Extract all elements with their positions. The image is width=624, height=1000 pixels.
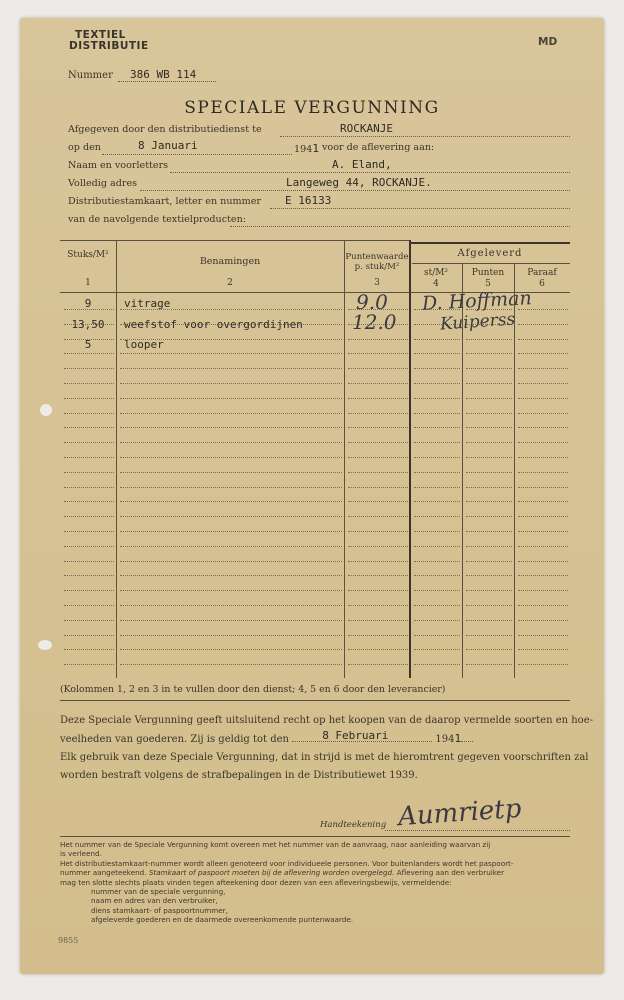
- punch-hole-top: [40, 404, 52, 416]
- signature: Aumrietp: [397, 793, 523, 833]
- col-header-punten: [344, 252, 410, 272]
- row-1-punten: 9.0: [356, 290, 388, 314]
- col-header-stuks: Stuks/M²: [67, 250, 109, 260]
- row-2-stuks: 13,50: [71, 318, 105, 331]
- issued-value: ROCKANJE: [340, 122, 393, 135]
- issued-label: Afgegeven door den distributiedienst te: [68, 124, 262, 135]
- fine-print-1: Het nummer van de Speciale Vergunning komt overeen met het nummer van de aanvraag, naar aanleiding waarvan zij: [60, 840, 491, 849]
- fine-print-4: [60, 868, 590, 877]
- fine-print-4c: Aflevering aan den verbruiker: [396, 868, 505, 878]
- col-header-benamingen: Benamingen: [199, 256, 261, 267]
- row-3-benaming: looper: [124, 338, 164, 351]
- date-value: 8 Januari: [138, 139, 198, 152]
- fine-print-5: mag ten slotte slechts plaats vinden tegen afteekening door dezen van een afleveringsbewijs, vermeldende:: [60, 877, 452, 887]
- validity-paragraph: [60, 712, 594, 785]
- punch-hole-bottom: [38, 640, 52, 650]
- fine-print-2: is verleend.: [60, 849, 102, 859]
- col-num-6: 6: [539, 279, 545, 289]
- col-num-4: 4: [433, 279, 439, 289]
- permit-document: [20, 18, 604, 974]
- row-2-benaming: weefstof voor overgordijnen: [124, 318, 303, 331]
- col-num-1: 1: [85, 278, 91, 288]
- col-punten-line-1: Puntenwaarde: [345, 252, 409, 262]
- handteekening-label: Handteekening: [320, 820, 387, 830]
- address-value: Langeweg 44, ROCKANJE.: [286, 176, 432, 189]
- para-2-line-b: worden bestraft volgens de strafbepalingen in de Distributiewet 1939.: [60, 770, 418, 781]
- date-label: op den: [68, 142, 101, 153]
- name-value: A. Eland,: [332, 158, 392, 171]
- col-punten-line-2: p. stuk/M²: [354, 262, 400, 272]
- fine-print-9: afgeleverde goederen en de daarmede overeenkomende puntenwaarde.: [91, 915, 354, 925]
- valid-date-value: 8 Februari: [322, 729, 389, 742]
- fine-print-8: diens stamkaart- of paspoortnummer,: [91, 905, 228, 915]
- org-line-2: DISTRIBUTIE: [69, 40, 149, 52]
- afgeleverd-header: Afgeleverd: [457, 248, 523, 259]
- valid-date-field: [292, 731, 432, 742]
- org-line-1: TEXTIEL: [75, 29, 126, 41]
- col-header-paraaf: Paraaf: [527, 268, 557, 278]
- fine-print-4a: nummer aangeteekend.: [60, 868, 147, 878]
- pencil-code: 9855: [58, 936, 79, 945]
- para-1-line-b: [60, 730, 580, 749]
- fine-print-6: nummer van de speciale vergunning,: [91, 887, 226, 897]
- fine-print-7: naam en adres van den verbruiker,: [91, 896, 218, 906]
- org-stamp: [69, 30, 149, 52]
- year-prefix: 194: [294, 144, 313, 155]
- address-label: Volledig adres: [68, 178, 138, 189]
- card-label: Distributiestamkaart, letter en nummer: [68, 196, 261, 207]
- kolommen-note: (Kolommen 1, 2 en 3 in te vullen door den dienst; 4, 5 en 6 door den leverancier): [60, 684, 446, 695]
- row-1-benaming: vitrage: [124, 297, 171, 310]
- valid-year-digit: 1: [454, 732, 462, 745]
- page-title: SPECIALE VERGUNNING: [184, 98, 440, 118]
- para-1-line-a: Deze Speciale Vergunning geeft uitsluitend recht op het koopen van de daarop vermelde soorten en hoe-: [60, 715, 594, 726]
- number-value: 386 WB 114: [130, 68, 197, 81]
- fine-print: [60, 840, 590, 925]
- col-num-5: 5: [485, 279, 491, 289]
- col-header-punten-5: Punten: [471, 268, 505, 278]
- delivered-signature-2: Kuiperss: [439, 309, 516, 335]
- col-num-3: 3: [374, 278, 380, 288]
- year-digit: 1: [312, 142, 319, 155]
- para-1-text-b: veelheden van goederen. Zij is geldig tot den: [60, 734, 289, 745]
- fine-print-3: Het distributiestamkaart-nummer wordt alleen genoteerd voor individueele personen. Voor buitenlanders wordt het paspoort-: [60, 858, 514, 868]
- card-value: E 16133: [285, 194, 332, 207]
- name-label: Naam en voorletters: [68, 160, 169, 171]
- delivered-signature-1: D. Hoffman: [421, 287, 533, 315]
- col-num-2: 2: [227, 278, 233, 288]
- delivery-label: voor de aflevering aan:: [322, 142, 435, 153]
- valid-year-prefix: 194: [435, 734, 455, 745]
- row-2-punten: 12.0: [352, 310, 397, 334]
- row-1-stuks: 9: [84, 297, 92, 310]
- col-header-stm: st/M²: [423, 268, 449, 278]
- year-field: [294, 142, 319, 155]
- corner-code: MD: [538, 36, 558, 48]
- para-2-line-a: Elk gebruik van deze Speciale Vergunning, dat in strijd is met de hieromtrent gegeven voorschriften zal: [60, 752, 589, 763]
- number-label: Nummer: [68, 70, 113, 81]
- row-3-stuks: 5: [84, 338, 92, 351]
- products-label: van de navolgende textielproducten:: [68, 214, 247, 225]
- fine-print-4b: Stamkaart of paspoort moeten bij de aflevering worden overgelegd.: [148, 868, 395, 878]
